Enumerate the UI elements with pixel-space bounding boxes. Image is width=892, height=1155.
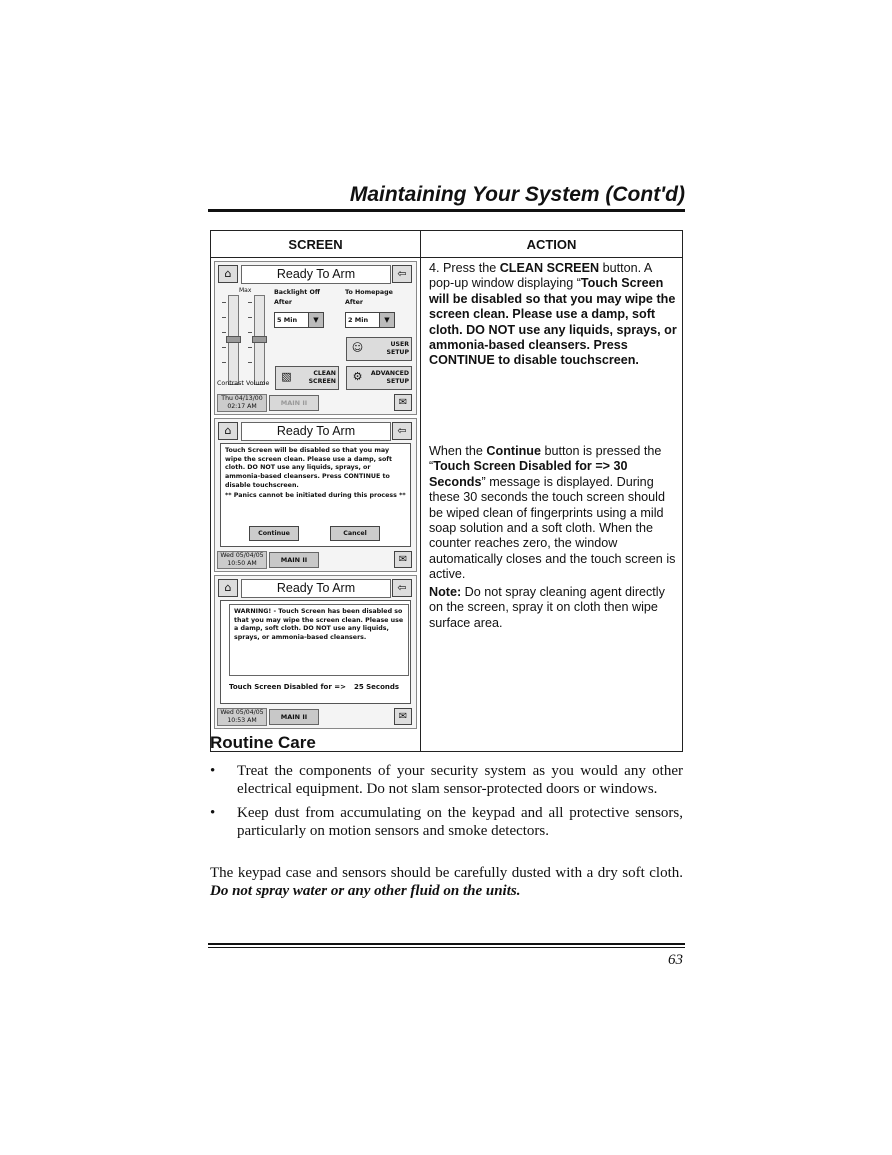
user-setup-button[interactable] (346, 337, 412, 361)
list-item: • Keep dust from accumulating on the keypad and all protective sensors, particularly on motion sensors and smoke detectors. (210, 805, 683, 839)
message-icon[interactable]: ✉ (394, 551, 412, 568)
time: 10:53 AM (227, 716, 257, 724)
homepage-label: To Homepage After (345, 289, 393, 306)
back-arrow-icon[interactable]: ⇦ (392, 265, 412, 283)
clean-screen-icon: ▧ (281, 370, 292, 383)
routine-care-heading: Routine Care (210, 733, 316, 752)
footer-rule (208, 943, 685, 945)
action-cell (421, 258, 683, 752)
bottom-bar (217, 708, 414, 726)
popup-text-ref: Touch Screen will be disabled so that you may wipe the screen clean. Please use a damp, soft cloth. DO NOT use any liquids, sprays, or ammonia-based cleansers. Press CONTINUE to disable touchscreen. (429, 276, 677, 368)
advanced-setup-icon: ⚙ (352, 370, 363, 383)
page-number: 63 (668, 952, 683, 968)
list-item: • Treat the components of your security system as you would any other electrical equipment. Do not slam sensor-protected doors or windows. (210, 763, 683, 797)
date: Wed 05/04/05 (220, 552, 264, 559)
volume-slider[interactable] (254, 295, 265, 385)
heading-rule (208, 209, 685, 212)
contrast-label: Contrast (217, 380, 244, 387)
warning-message: WARNING! - Touch Screen has been disabled so that you may wipe the screen clean. Please use a damp, soft cloth. DO NOT use any liquids, sprays, or ammonia-based cleansers. (234, 608, 404, 642)
disabled-msg-ref: Touch Screen Disabled for => 30 Seconds (429, 459, 628, 489)
backlight-label: Backlight Off After (274, 289, 320, 306)
title-bar (217, 264, 414, 284)
back-arrow-icon[interactable]: ⇦ (392, 422, 412, 440)
main-button[interactable]: MAIN II (269, 709, 319, 725)
warning-box (229, 604, 409, 676)
date: Wed 05/04/05 (220, 709, 264, 716)
message-icon[interactable]: ✉ (394, 708, 412, 725)
countdown-value: 25 Seconds (353, 683, 400, 691)
dropdown-value: 2 Min (348, 316, 369, 324)
back-arrow-icon[interactable]: ⇦ (392, 579, 412, 597)
date-time (217, 551, 267, 569)
volume-label: Volume (246, 380, 270, 387)
note-label: Note: (429, 585, 462, 599)
slider-knob[interactable] (252, 336, 267, 343)
bottom-bar (217, 394, 414, 412)
bottom-bar (217, 551, 414, 569)
clean-screen-button[interactable] (275, 366, 339, 390)
bullet-marker: • (210, 763, 216, 779)
popup-message: Touch Screen will be disabled so that you may wipe the screen clean. Please use a damp, soft cloth. DO NOT use any liquids, sprays, or ammonia-based cleansers. Press CONTINUE to disable touchscreen. (225, 447, 393, 489)
bullet-marker: • (210, 805, 216, 821)
slider-knob[interactable] (226, 336, 241, 343)
user-setup-icon: ☺ (351, 341, 364, 354)
title-bar (217, 578, 414, 598)
countdown-label: Touch Screen Disabled for => (229, 683, 346, 691)
house-icon[interactable]: ⌂ (218, 422, 238, 440)
chevron-down-icon: ▼ (379, 313, 394, 327)
disabled-popup (220, 600, 411, 704)
page-heading: Maintaining Your System (Cont'd) (349, 183, 685, 206)
main-button[interactable]: MAIN II (269, 552, 319, 568)
action-note: Note: Do not spray cleaning agent directly on the screen, spray it on cloth then wipe surface area. (429, 585, 665, 630)
continue-button[interactable]: Continue (249, 526, 299, 541)
chevron-down-icon: ▼ (308, 313, 323, 327)
main-button[interactable]: MAIN II (269, 395, 319, 411)
homepage-dropdown[interactable] (345, 312, 395, 328)
footer-rule-thin (208, 947, 685, 948)
date-time (217, 394, 267, 412)
title-bar (217, 421, 414, 441)
time: 10:50 AM (227, 559, 257, 567)
confirm-popup (220, 443, 411, 547)
action-step-clean: 4. Press the CLEAN SCREEN button. A pop-up window displaying “Touch Screen will be disabled so that you may wipe the screen clean. Please use a damp, soft cloth. DO NOT use any liquids, sprays, or ammonia-based cleansers. Press CONTINUE to disable touchscreen. (429, 261, 677, 368)
contrast-slider[interactable] (228, 295, 239, 385)
column-header-screen: SCREEN (211, 231, 421, 258)
house-icon[interactable]: ⌂ (218, 265, 238, 283)
continue-ref: Continue (486, 444, 541, 458)
backlight-dropdown[interactable] (274, 312, 324, 328)
time: 02:17 AM (227, 402, 257, 410)
routine-care-list (210, 762, 683, 846)
instructions-table (210, 230, 683, 752)
screen-title: Ready To Arm (241, 422, 391, 441)
screen-disabled (214, 575, 417, 729)
screen-cell (211, 258, 421, 752)
message-icon[interactable]: ✉ (394, 394, 412, 411)
cancel-button[interactable]: Cancel (330, 526, 380, 541)
clean-screen-label: CLEAN SCREEN (308, 370, 336, 385)
clean-screen-ref: CLEAN SCREEN (499, 261, 600, 275)
screen-confirm (214, 418, 417, 572)
countdown (229, 683, 399, 691)
advanced-setup-label: ADVANCED SETUP (370, 370, 409, 385)
warning-emphasis: Do not spray water or any other fluid on the units. (210, 883, 521, 899)
popup-note: ** Panics cannot be initiated during this process ** (225, 492, 406, 499)
date-time (217, 708, 267, 726)
user-setup-label: USER SETUP (386, 341, 409, 356)
column-header-action: ACTION (421, 231, 683, 258)
screen-title: Ready To Arm (241, 265, 391, 284)
max-label: Max (239, 287, 252, 294)
action-step-continue: When the Continue button is pressed the “Touch Screen Disabled for => 30 Seconds” message is displayed. During these 30 seconds the touch screen should be wiped clean of fingerprints using a mild soap solution and a soft cloth. When the counter reaches zero, the window automatically closes and the touch screen is active. (429, 444, 676, 582)
date: Thu 04/13/00 (221, 395, 263, 402)
routine-care-paragraph: The keypad case and sensors should be carefully dusted with a dry soft cloth. Do not spray water or any other fluid on the units. (210, 865, 683, 899)
advanced-setup-button[interactable] (346, 366, 412, 390)
screen-setup (214, 261, 417, 415)
dropdown-value: 5 Min (277, 316, 298, 324)
house-icon[interactable]: ⌂ (218, 579, 238, 597)
screen-title: Ready To Arm (241, 579, 391, 598)
